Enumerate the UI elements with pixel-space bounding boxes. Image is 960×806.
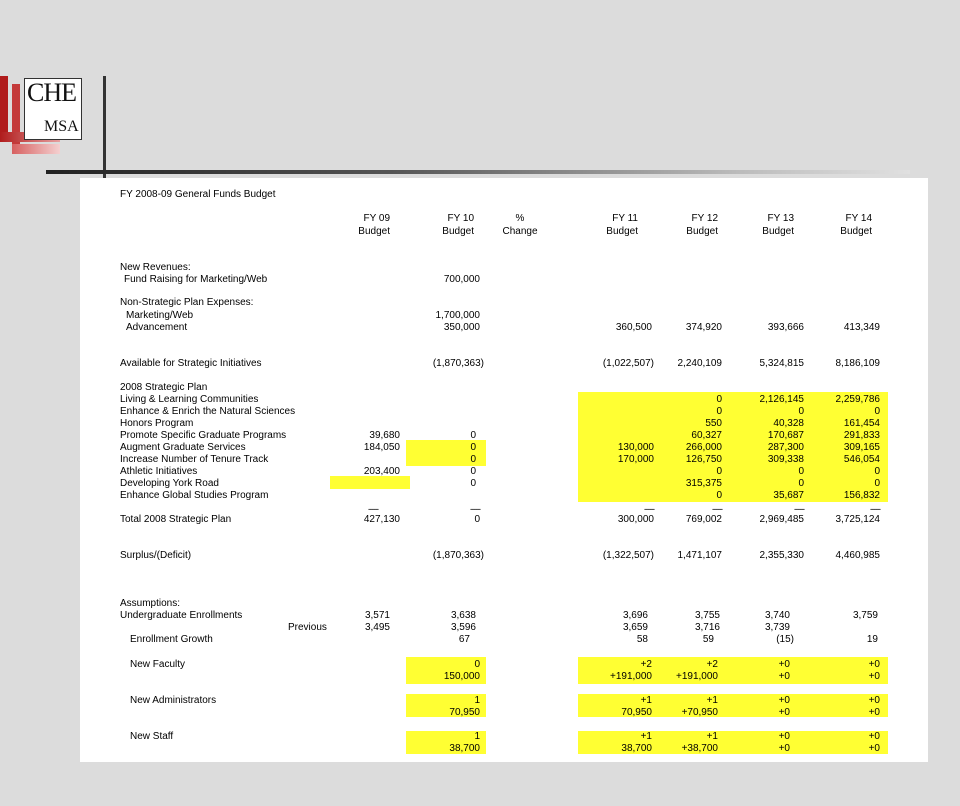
header-fy14-sub: Budget: [840, 226, 872, 237]
strategic-cell-fy14: 0: [874, 406, 880, 417]
cell-fy13: 3,739: [764, 622, 790, 633]
row-label: Available for Strategic Initiatives: [120, 358, 262, 369]
strategic-cell-fy13: 309,338: [767, 454, 804, 465]
strategic-cell-fy12: 0: [716, 490, 722, 501]
cell-fy11: 360,500: [615, 322, 652, 333]
strategic-row-label: Developing York Road: [120, 478, 219, 489]
cell-fy13a: +0: [778, 731, 790, 742]
strategic-cell-fy13: 287,300: [767, 442, 804, 453]
header-fy14: FY 14: [845, 213, 872, 224]
cell-fy12a: +1: [706, 731, 718, 742]
cell-fy10: (1,870,363): [432, 550, 484, 561]
cell-fy11a: +1: [640, 695, 652, 706]
horizontal-rule: [46, 170, 910, 174]
cell-fy13: 2,355,330: [759, 550, 804, 561]
strategic-cell-fy14: 161,454: [843, 418, 880, 429]
cell-fy13b: +0: [778, 707, 790, 718]
strategic-cell-fy13: 2,126,145: [759, 394, 804, 405]
strategic-row-label: Athletic Initiatives: [120, 466, 198, 477]
strategic-cell-fy12: 315,375: [685, 478, 722, 489]
header-fy11: FY 11: [612, 213, 638, 224]
cell-fy10b: 38,700: [449, 743, 480, 754]
cell-fy14b: +0: [868, 671, 880, 682]
underline-fy10: -----: [470, 504, 480, 514]
strategic-cell-fy14: 546,054: [843, 454, 880, 465]
cell-fy10: 67: [458, 634, 470, 645]
strategic-row-label: Enhance & Enrich the Natural Sciences: [120, 406, 296, 417]
header-change: %: [515, 213, 525, 224]
strategic-cell-fy12: 266,000: [685, 442, 722, 453]
cell-fy11: (1,022,507): [602, 358, 654, 369]
strategic-cell-fy12: 550: [705, 418, 722, 429]
strategic-row-label: Increase Number of Tenure Track: [120, 454, 269, 465]
cell-fy12: 1,471,107: [677, 550, 722, 561]
cell-fy10: 700,000: [443, 274, 480, 285]
underline-fy12: -----: [712, 504, 722, 514]
row-label: Fund Raising for Marketing/Web: [124, 274, 268, 285]
cell-fy10b: 150,000: [443, 671, 480, 682]
cell-fy12: 59: [702, 634, 714, 645]
header-fy12-sub: Budget: [686, 226, 718, 237]
cell-fy12: 374,920: [685, 322, 722, 333]
logo-che-text: CHE: [27, 78, 76, 107]
underline-fy11: -----: [644, 504, 654, 514]
strategic-cell-fy09: 184,050: [363, 442, 400, 453]
cell-fy13: 3,740: [764, 610, 790, 621]
strategic-cell-fy12: 0: [716, 466, 722, 477]
cell-fy13b: +0: [778, 743, 790, 754]
cell-fy11: 3,659: [622, 622, 648, 633]
cell-fy13: 2,969,485: [759, 514, 804, 525]
cell-fy11a: +2: [640, 659, 652, 670]
cell-fy11b: +191,000: [610, 671, 652, 682]
cell-fy11: (1,322,507): [602, 550, 654, 561]
cell-fy12a: +1: [706, 695, 718, 706]
cell-fy13a: +0: [778, 695, 790, 706]
cell-fy14b: +0: [868, 707, 880, 718]
cell-fy11: 300,000: [617, 514, 654, 525]
cell-fy14: 8,186,109: [835, 358, 880, 369]
strategic-cell-fy10: 0: [470, 466, 476, 477]
strategic-cell-fy14: 309,165: [843, 442, 880, 453]
cell-fy10: 0: [474, 514, 480, 525]
strategic-cell-fy09: 39,680: [369, 430, 400, 441]
strategic-cell-fy13: 170,687: [767, 430, 804, 441]
strategic-cell-fy14: 291,833: [843, 430, 880, 441]
row-label: Total 2008 Strategic Plan: [120, 514, 232, 525]
cell-fy14: 4,460,985: [835, 550, 880, 561]
strategic-row-label: Enhance Global Studies Program: [120, 490, 269, 501]
strategic-cell-fy12: 126,750: [685, 454, 722, 465]
header-fy13-sub: Budget: [762, 226, 794, 237]
cell-fy12: 769,002: [685, 514, 722, 525]
cell-fy13b: +0: [778, 671, 790, 682]
row-label: New Faculty: [130, 659, 186, 670]
cell-fy12b: +70,950: [681, 707, 718, 718]
cell-fy10: 3,638: [450, 610, 476, 621]
logo-bar: [12, 144, 60, 154]
strategic-cell-fy13: 0: [798, 478, 804, 489]
underline-fy13: -----: [794, 504, 804, 514]
header-fy09: FY 09: [363, 213, 390, 224]
cell-fy09: 427,130: [363, 514, 400, 525]
doc-title: FY 2008-09 General Funds Budget: [120, 189, 276, 200]
strategic-cell-fy09: 203,400: [363, 466, 400, 477]
row-label: Marketing/Web: [126, 310, 194, 321]
cell-fy14: 3,725,124: [835, 514, 880, 525]
strategic-cell-fy14: 0: [874, 478, 880, 489]
cell-fy10: 1,700,000: [435, 310, 480, 321]
strategic-cell-fy10: 0: [470, 442, 476, 453]
logo-msa-text: MSA: [44, 118, 79, 135]
row-label: Previous: [288, 622, 327, 633]
cell-fy10a: 1: [474, 695, 480, 706]
cell-fy11b: 70,950: [621, 707, 652, 718]
strategic-cell-fy11: 130,000: [617, 442, 654, 453]
underline-fy14: -----: [870, 504, 880, 514]
section-non-strategic: Non-Strategic Plan Expenses:: [120, 297, 254, 308]
header-change-sub: Change: [502, 226, 538, 237]
strategic-row-label: Honors Program: [120, 418, 194, 429]
section-strategic-plan: 2008 Strategic Plan: [120, 382, 208, 393]
strategic-cell-fy12: 60,327: [691, 430, 722, 441]
strategic-cell-fy13: 35,687: [773, 490, 804, 501]
row-label: New Administrators: [130, 695, 217, 706]
cell-fy10b: 70,950: [449, 707, 480, 718]
cell-fy12b: +191,000: [676, 671, 718, 682]
header-fy10: FY 10: [447, 213, 474, 224]
cell-fy10: 350,000: [443, 322, 480, 333]
cell-fy09: 3,495: [364, 622, 390, 633]
strategic-row-label: Promote Specific Graduate Programs: [120, 430, 287, 441]
cell-fy12: 3,755: [694, 610, 720, 621]
cell-fy09: 3,571: [364, 610, 390, 621]
cell-fy10a: 1: [474, 731, 480, 742]
cell-fy12a: +2: [706, 659, 718, 670]
strategic-row-label: Living & Learning Communities: [120, 394, 259, 405]
vertical-rule: [103, 76, 106, 180]
budget-document: [80, 178, 928, 762]
underline-fy09: -----: [368, 504, 378, 514]
strategic-cell-fy14: 2,259,786: [835, 394, 880, 405]
section-new-revenues: New Revenues:: [120, 262, 191, 273]
strategic-row-label: Augment Graduate Services: [120, 442, 246, 453]
cell-fy11: 3,696: [622, 610, 648, 621]
row-label: Advancement: [126, 322, 188, 333]
header-fy10-sub: Budget: [442, 226, 474, 237]
cell-fy10: (1,870,363): [432, 358, 484, 369]
cell-fy13: 5,324,815: [759, 358, 804, 369]
cell-fy13: 393,666: [767, 322, 804, 333]
strategic-cell-fy13: 0: [798, 406, 804, 417]
cell-fy14b: +0: [868, 743, 880, 754]
logo-bar: [0, 76, 8, 136]
strategic-cell-fy10: 0: [470, 478, 476, 489]
cell-fy12: 2,240,109: [677, 358, 722, 369]
section-assumptions: Assumptions:: [120, 598, 181, 609]
strategic-cell-fy13: 0: [798, 466, 804, 477]
header-fy12: FY 12: [691, 213, 718, 224]
cell-fy14: 19: [866, 634, 878, 645]
cell-fy11a: +1: [640, 731, 652, 742]
header-fy11-sub: Budget: [606, 226, 638, 237]
strategic-cell-fy14: 0: [874, 466, 880, 477]
cell-fy11: 58: [636, 634, 648, 645]
cell-fy14a: +0: [868, 659, 880, 670]
cell-fy13a: +0: [778, 659, 790, 670]
che-msa-logo: [0, 76, 84, 156]
header-fy09-sub: Budget: [358, 226, 390, 237]
strategic-cell-fy11: 170,000: [617, 454, 654, 465]
header-fy13: FY 13: [767, 213, 794, 224]
strategic-cell-fy10: 0: [470, 454, 476, 465]
cell-fy10a: 0: [474, 659, 480, 670]
cell-fy12b: +38,700: [681, 743, 718, 754]
row-label: Undergraduate Enrollments: [120, 610, 243, 621]
cell-fy10: 3,596: [450, 622, 476, 633]
row-label: Enrollment Growth: [130, 634, 213, 645]
cell-fy14a: +0: [868, 731, 880, 742]
strategic-cell-fy10: 0: [470, 430, 476, 441]
cell-fy13: (15): [776, 634, 794, 645]
cell-fy11b: 38,700: [621, 743, 652, 754]
strategic-cell-fy13: 40,328: [773, 418, 804, 429]
row-label: New Staff: [130, 731, 174, 742]
cell-fy12: 3,716: [694, 622, 720, 633]
cell-fy14a: +0: [868, 695, 880, 706]
strategic-cell-fy14: 156,832: [843, 490, 880, 501]
cell-fy14: 3,759: [852, 610, 878, 621]
row-label: Surplus/(Deficit): [120, 550, 192, 561]
strategic-cell-fy12: 0: [716, 394, 722, 405]
strategic-cell-fy12: 0: [716, 406, 722, 417]
cell-fy14: 413,349: [843, 322, 880, 333]
